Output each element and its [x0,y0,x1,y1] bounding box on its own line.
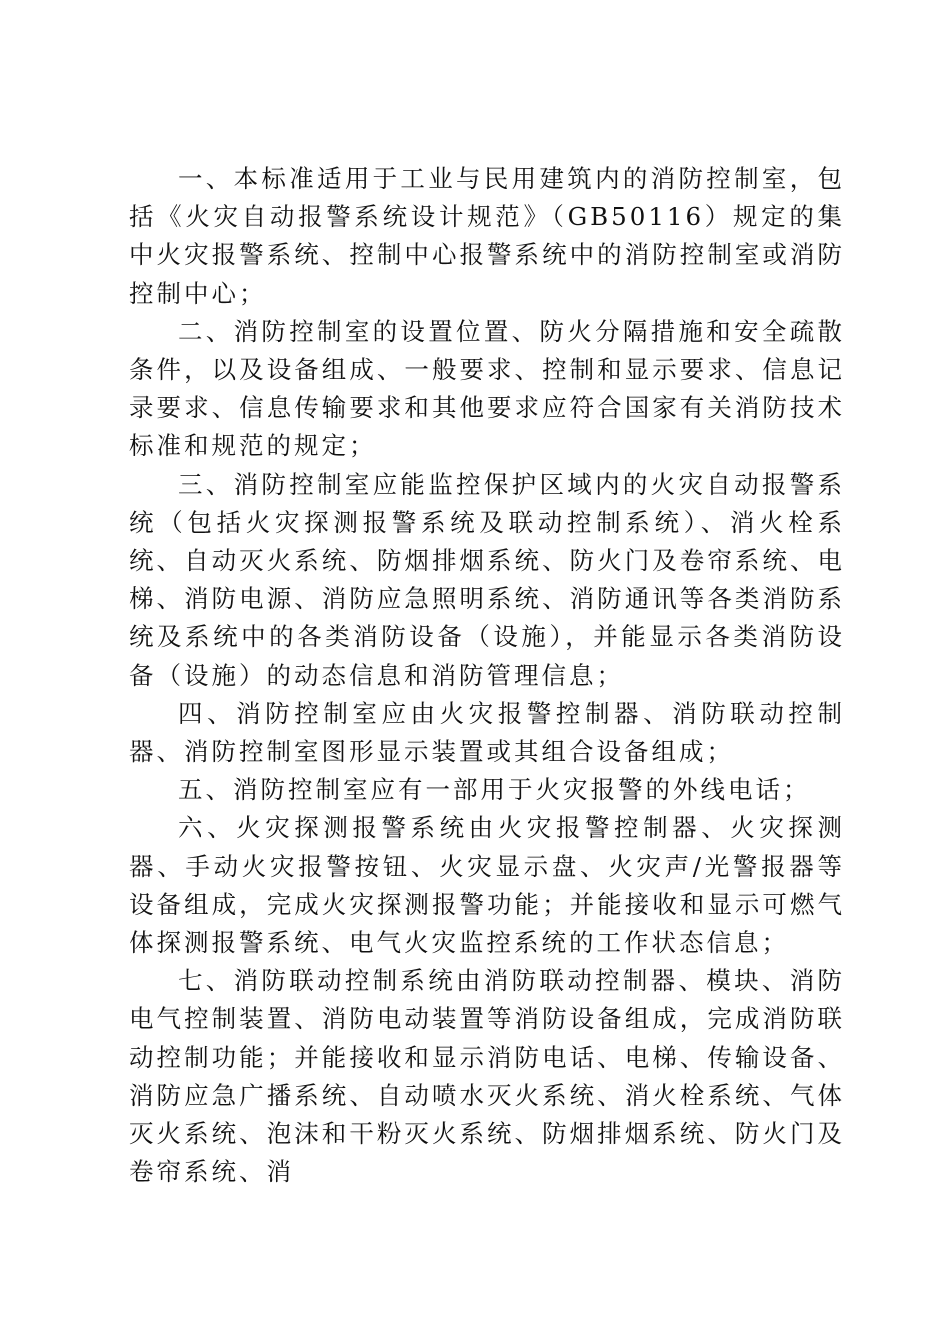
paragraph-1: 一、本标准适用于工业与民用建筑内的消防控制室，包括《火灾自动报警系统设计规范》（GB50116）规定的集中火灾报警系统、控制中心报警系统中的消防控制室或消防控制中心； [129,164,845,308]
paragraph-5: 五、消防控制室应有一部用于火灾报警的外线电话； [178,775,811,805]
paragraph-2: 二、消防控制室的设置位置、防火分隔措施和安全疏散条件，以及设备组成、一般要求、控制和显示要求、信息记录要求、信息传输要求和其他要求应符合国家有关消防技术标准和规范的规定； [129,316,845,461]
document-body [129,160,845,1191]
paragraph-4: 四、消防控制室应由火灾报警控制器、消防联动控制器、消防控制室图形显示装置或其组合设备组成； [129,698,845,767]
paragraph-6: 六、火灾探测报警系统由火灾报警控制器、火灾探测器、手动火灾报警按钮、火灾显示盘、火灾声/光警报器等设备组成，完成火灾探测报警功能；并能接收和显示可燃气体探测报警系统、电气火灾监控系统的工作状态信息； [129,813,845,958]
paragraph-3: 三、消防控制室应能监控保护区域内的火灾自动报警系统（包括火灾探测报警系统及联动控制系统）、消火栓系统、自动灭火系统、防烟排烟系统、防火门及卷帘系统、电梯、消防电源、消防应急照明系统、消防通讯等各类消防系统及系统中的各类消防设备（设施），并能显示各类消防设备（设施）的动态信息和消防管理信息； [129,469,845,690]
paragraph-7: 七、消防联动控制系统由消防联动控制器、模块、消防电气控制装置、消防电动装置等消防设备组成，完成消防联动控制功能；并能接收和显示消防电话、电梯、传输设备、消防应急广播系统、自动喷水灭火系统、消火栓系统、气体灭火系统、泡沫和干粉灭火系统、防烟排烟系统、防火门及卷帘系统、消 [129,966,845,1187]
